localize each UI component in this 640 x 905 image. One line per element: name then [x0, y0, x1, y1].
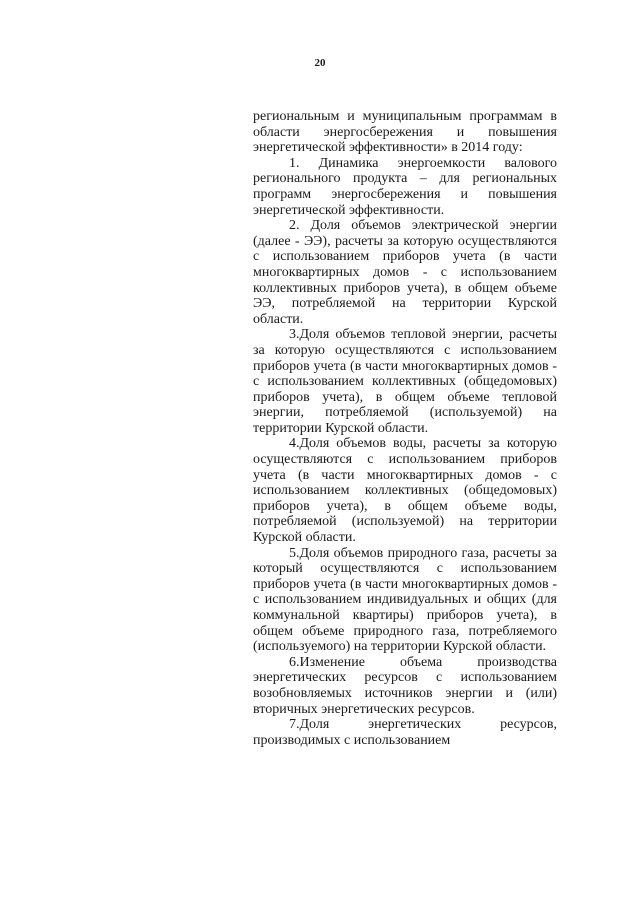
paragraph-item-6: 6.Изменение объема производства энергетических ресурсов с использованием возобновляемых источников энергии и (или) вторичных энергетических ресурсов. — [253, 654, 557, 717]
paragraph-item-1: 1. Динамика энергоемкости валового регионального продукта – для региональных программ энергосбережения и повышения энергетической эффективности. — [253, 155, 557, 218]
paragraph-item-7: 7.Доля энергетических ресурсов, производимых с использованием — [253, 717, 557, 748]
paragraph-continuation: региональным и муниципальным программам в области энергосбережения и повышения энергетической эффективности» в 2014 году: — [253, 109, 557, 156]
body-text — [253, 109, 557, 748]
paragraph-item-2: 2. Доля объемов электрической энергии (далее - ЭЭ), расчеты за которую осуществляются с использованием приборов учета (в части многоквартирных домов - с использованием коллективных приборов учета), в общем объеме ЭЭ, потребляемой на территории Курской области. — [253, 218, 557, 327]
page-number: 20 — [314, 57, 326, 69]
paragraph-item-3: 3.Доля объемов тепловой энергии, расчеты за которую осуществляются с использованием приборов учета (в части многоквартирных домов - с использованием коллективных (общедомовых) приборов учета), в общем объеме тепловой энергии, потребляемой (используемой) на территории Курской области. — [253, 327, 557, 436]
paragraph-item-5: 5.Доля объемов природного газа, расчеты за который осуществляются с использованием приборов учета (в части многоквартирных домов - с использованием индивидуальных и общих (для коммунальной квартиры) приборов учета), в общем объеме природного газа, потребляемого (используемого) на территории Курской области. — [253, 545, 557, 655]
paragraph-item-4: 4.Доля объемов воды, расчеты за которую осуществляются с использованием приборов учета (в части многоквартирных домов - с использованием коллективных (общедомовых) приборов учета), в общем объеме воды, потребляемой (используемой) на территории Курской области. — [253, 436, 557, 546]
